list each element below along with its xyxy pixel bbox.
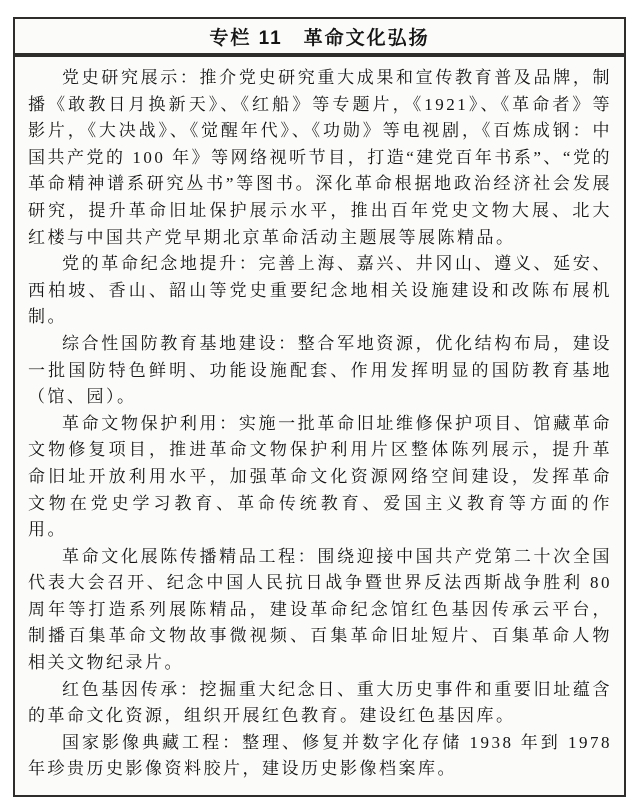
column-body (13, 55, 626, 797)
paragraph-party-history-research: 党史研究展示：推介党史研究重大成果和宣传教育普及品牌，制播《敢教日月换新天》、《红船》等专题片，《1921》、《革命者》等影片，《大决战》、《觉醒年代》、《功勋》等电视剧，《百炼成钢：中国共产党的 100 年》等网络视听节目，打造“建党百年书系”、“党的革命精神谱系研究丛书”等图书。深化革命根据地政治经济社会发展研究，提升革命旧址保护展示水平，推出百年党史文物大展、北大红楼与中国共产党早期北京革命活动主题展等展陈精品。 (28, 68, 612, 247)
column-panel (13, 17, 626, 797)
column-title: 专栏 11 革命文化弘扬 (209, 27, 430, 49)
paragraph-red-gene-inheritance: 红色基因传承：挖掘重大纪念日、重大历史事件和重要旧址蕴含的革命文化资源，组织开展红色教育。建设红色基因库。 (28, 679, 612, 726)
paragraph-national-image-archive: 国家影像典藏工程：整理、修复并数字化存储 1938 年到 1978 年珍贵历史影像资料胶片，建设历史影像档案库。 (28, 732, 612, 779)
paragraph-exhibition-projects: 革命文化展陈传播精品工程：围绕迎接中国共产党第二十次全国代表大会召开、纪念中国人民抗日战争暨世界反法西斯战争胜利 80 周年等打造系列展陈精品，建设革命纪念馆红色基因传承云平台，制播百集革命文物故事微视频、百集革命旧址短片、百集革命人物相关文物纪录片。 (28, 546, 612, 673)
paragraph-defense-education-bases: 综合性国防教育基地建设：整合军地资源，优化结构布局，建设一批国防特色鲜明、功能设施配套、作用发挥明显的国防教育基地（馆、园）。 (28, 333, 612, 407)
paragraph-memorial-sites: 党的革命纪念地提升：完善上海、嘉兴、井冈山、遵义、延安、西柏坡、香山、韶山等党史重要纪念地相关设施建设和改陈布展机制。 (28, 254, 612, 327)
column-title-bar (13, 17, 626, 55)
paragraph-relics-protection: 革命文物保护利用：实施一批革命旧址维修保护项目、馆藏革命文物修复项目，推进革命文物保护利用片区整体陈列展示，提升革命旧址开放利用水平，加强革命文化资源网络空间建设，发挥革命文物在党史学习教育、革命传统教育、爱国主义教育等方面的作用。 (28, 413, 612, 540)
